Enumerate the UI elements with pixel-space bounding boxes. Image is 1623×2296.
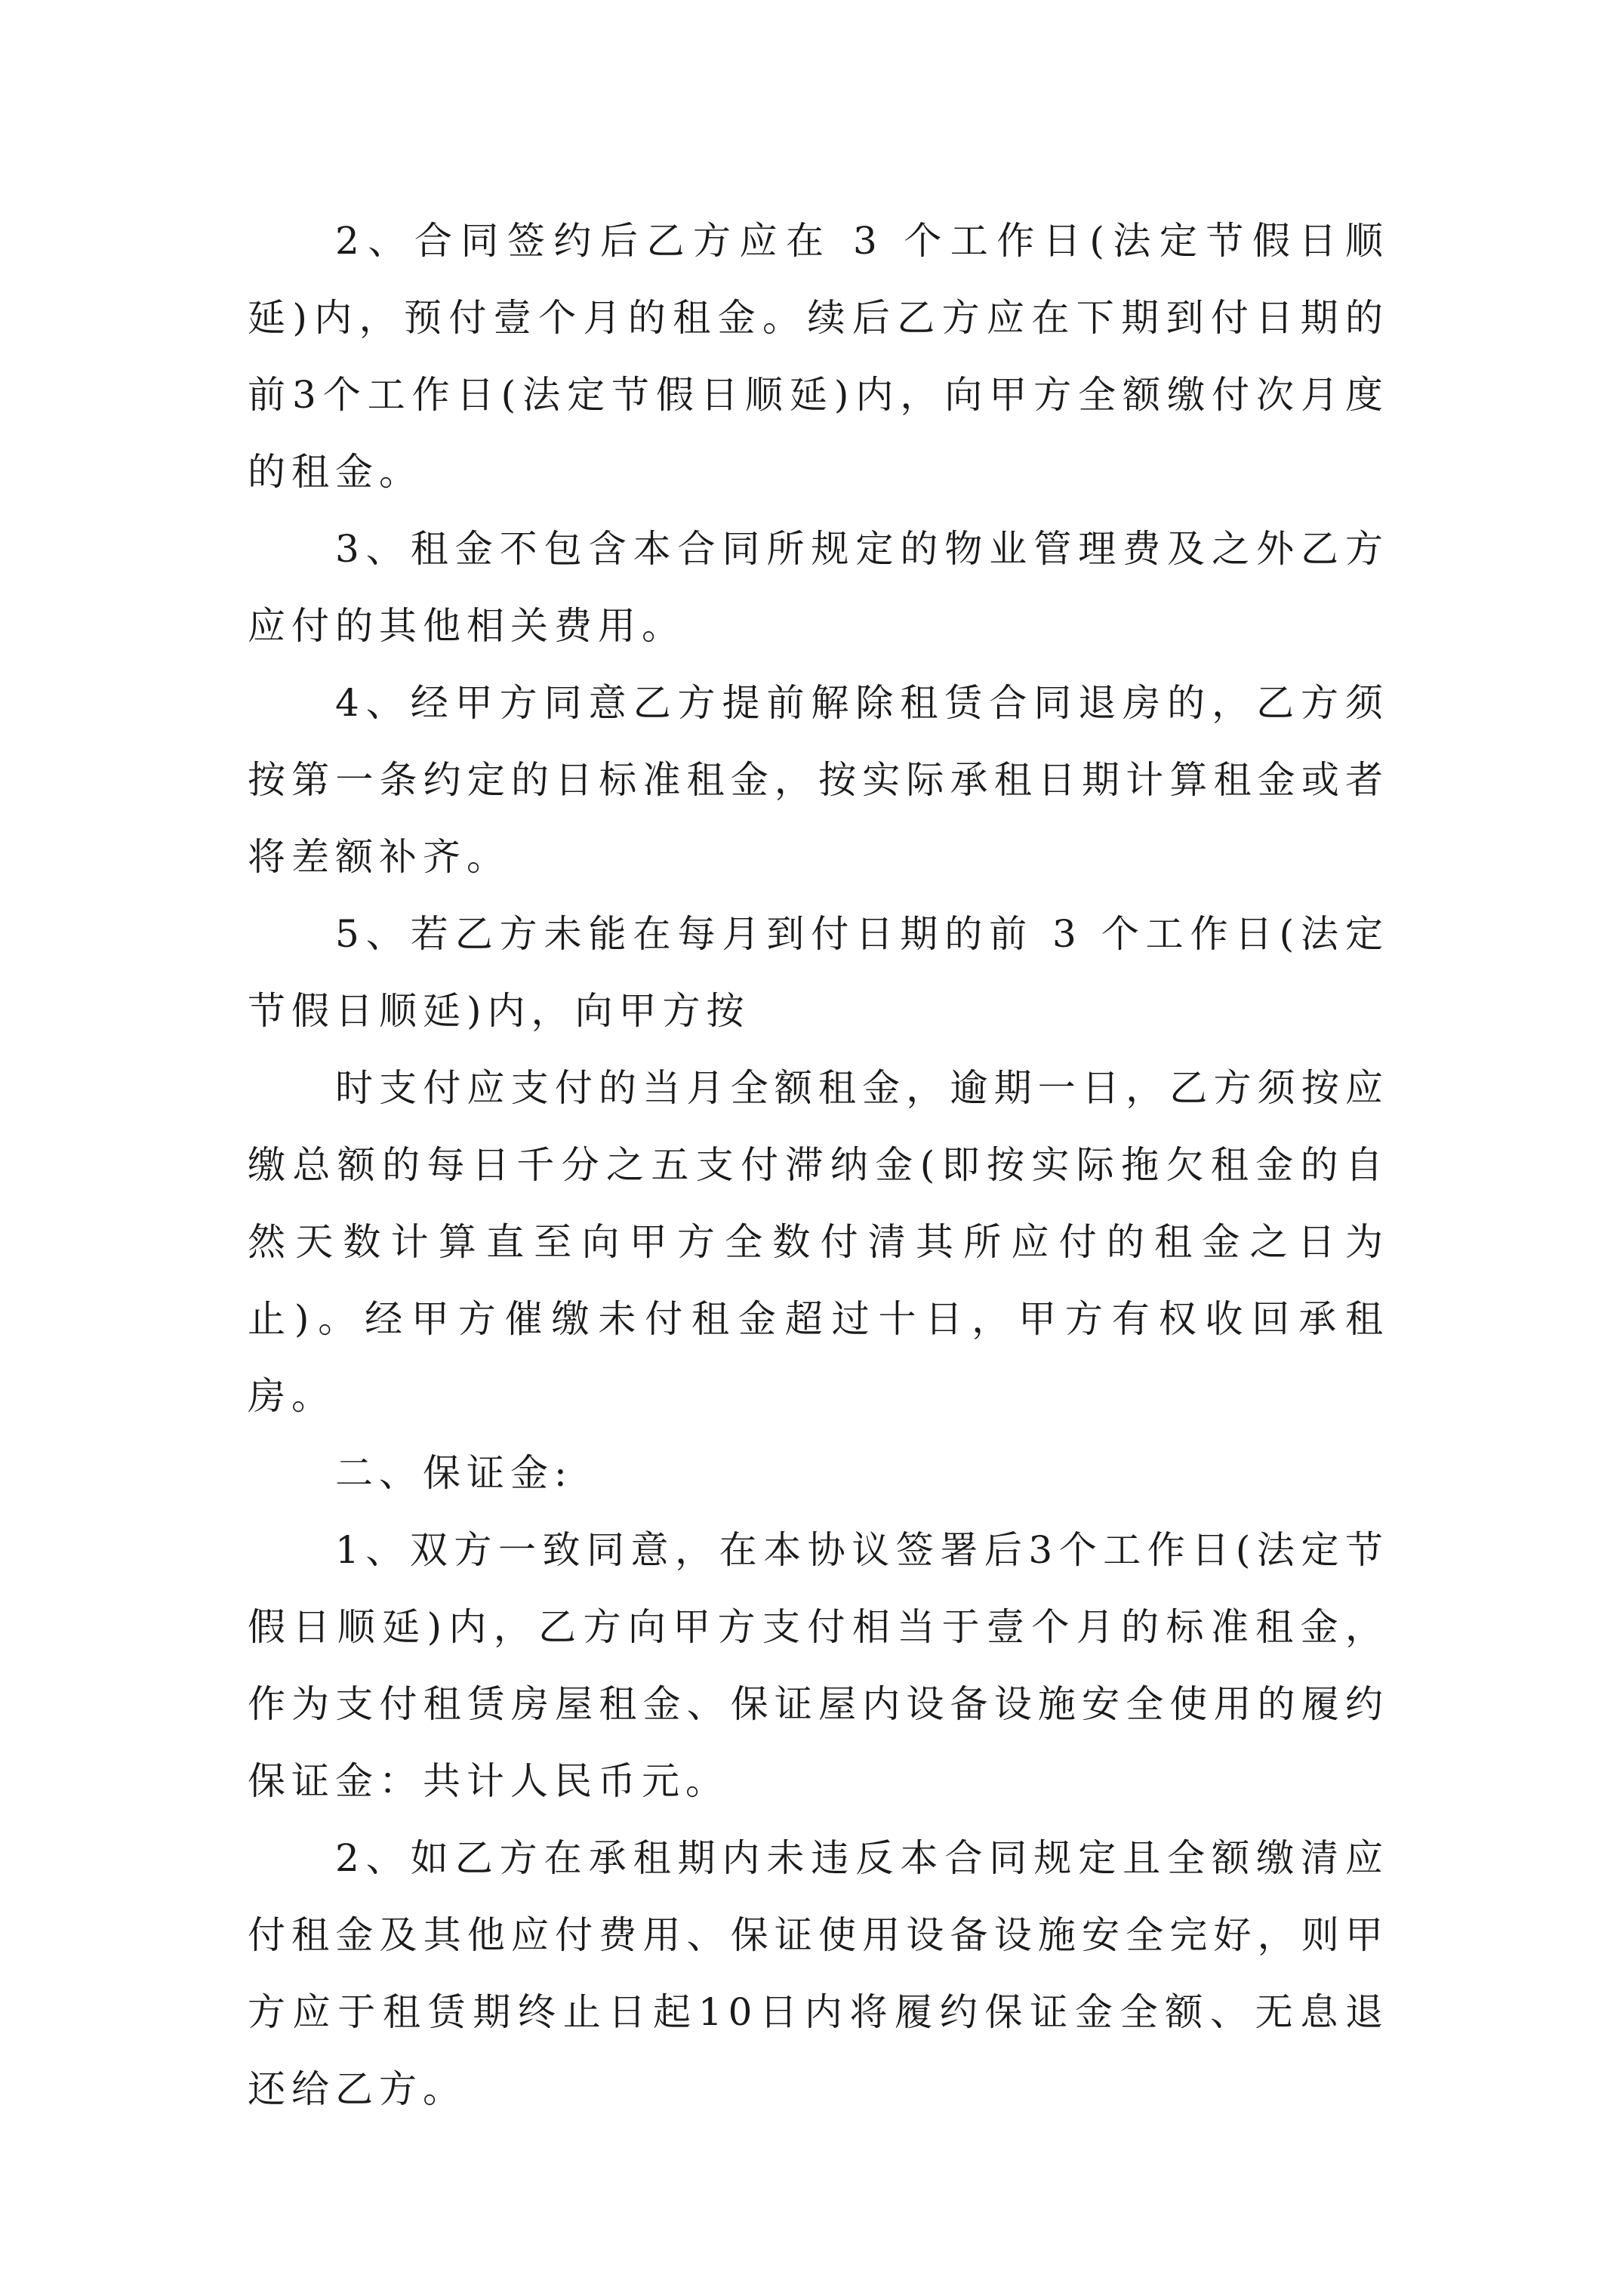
paragraph-deposit-refund: 2、如乙方在承租期内未违反本合同规定且全额缴清应付租金及其他应付费用、保证使用设备设施安全完好，则甲方应于租赁期终止日起10日内将履约保证金全额、无息退还给乙方。 [248,1836,1389,2111]
paragraph-late-payment-penalty: 时支付应支付的当月全额租金，逾期一日，乙方须按应缴总额的每日千分之五支付滞纳金(即按实际拖欠租金的自然天数计算直至向甲方全数付清其所应付的租金之日为止)。经甲方催缴未付租金超过十日，甲方有权收回承租房。 [248,1066,1389,1418]
paragraph-rent-exclusions: 3、租金不包含本合同所规定的物业管理费及之外乙方应付的其他相关费用。 [248,527,1389,648]
paragraph-early-termination: 4、经甲方同意乙方提前解除租赁合同退房的，乙方须按第一条约定的日标准租金，按实际承租日期计算租金或者将差额补齐。 [248,681,1389,879]
paragraph-deposit-payment: 1、双方一致同意，在本协议签署后3个工作日(法定节假日顺延)内，乙方向甲方支付相当于壹个月的标准租金，作为支付租赁房屋租金、保证屋内设备设施安全使用的履约保证金：共计人民币元。 [248,1528,1389,1803]
document-page [248,202,1389,2128]
section-heading-deposit: 二、保证金: [335,1451,573,1495]
paragraph-late-payment-start: 5、若乙方未能在每月到付日期的前 3 个工作日(法定节假日顺延)内，向甲方按 [248,912,1389,1033]
paragraph-advance-rent: 2、合同签约后乙方应在 3 个工作日(法定节假日顺延)内，预付壹个月的租金。续后乙方应在下期到付日期的前3个工作日(法定节假日顺延)内，向甲方全额缴付次月度的租金。 [248,219,1389,494]
